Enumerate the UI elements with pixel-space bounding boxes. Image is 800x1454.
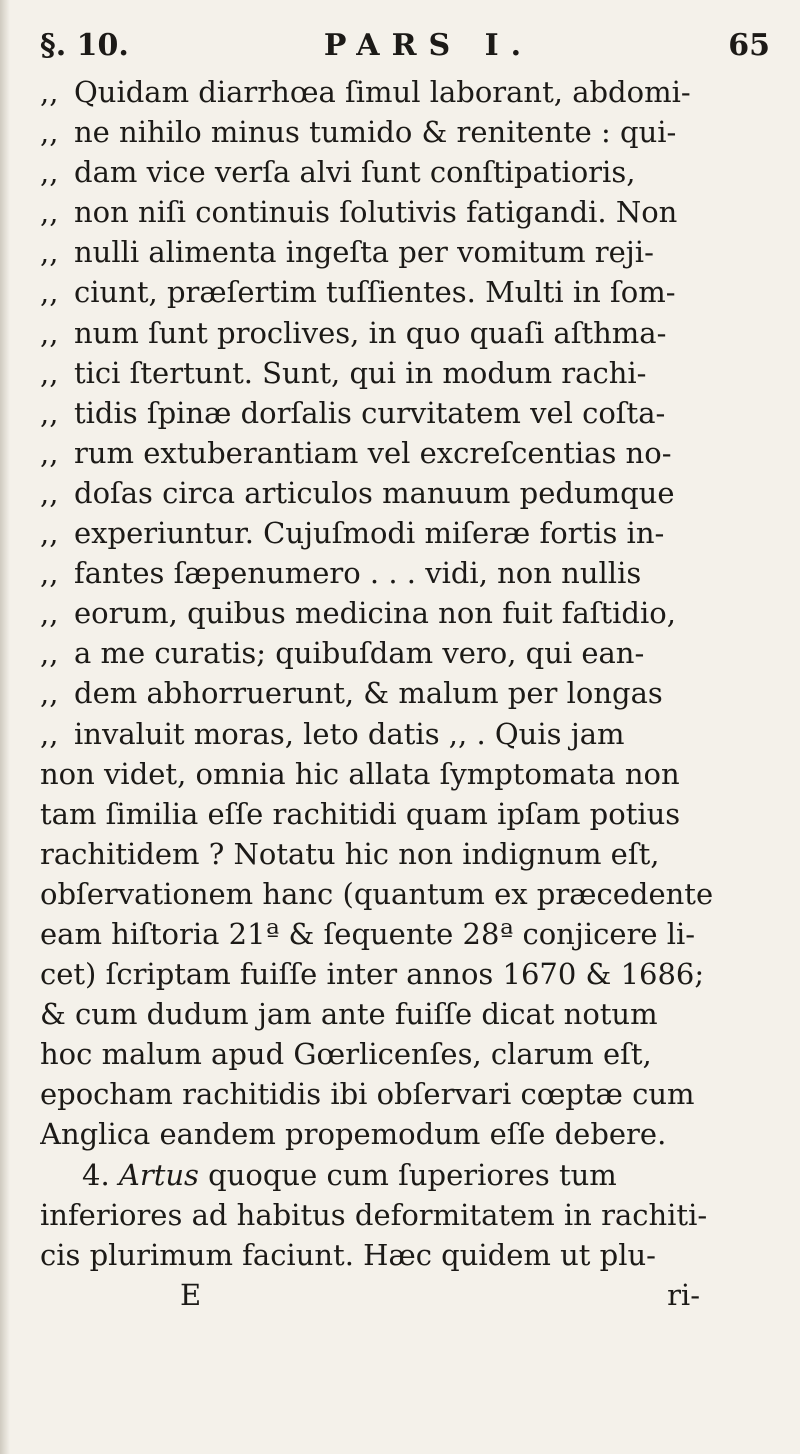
quote-mark: ,,	[40, 155, 59, 190]
text-line	[40, 192, 770, 232]
quote-mark: ,,	[40, 395, 59, 430]
line-text: fantes ſæpenumero . . . vidi, non nullis	[74, 556, 642, 591]
text-line	[40, 313, 770, 353]
text-line	[40, 232, 770, 272]
text-line	[40, 553, 770, 593]
text-line	[40, 994, 770, 1034]
text-line	[40, 1034, 770, 1074]
line-text: cet) ſcriptam fuiſſe inter annos 1670 & 1686;	[40, 957, 705, 992]
section-mark: §. 10.	[40, 28, 129, 63]
line-text: tici ſtertunt. Sunt, qui in modum rachi-	[74, 355, 647, 390]
text-line: cis plurimum faciunt. Hæc quidem ut plu-	[40, 1237, 656, 1272]
text-line	[40, 272, 770, 312]
quote-mark: ,,	[40, 475, 59, 510]
text-line	[40, 393, 770, 433]
quote-mark: ,,	[40, 75, 59, 109]
line-text: eam hiſtoria 21ª & ſequente 28ª conjicere li-	[40, 916, 696, 951]
line-text: hoc malum apud Gœrlicenſes, clarum eſt,	[40, 1037, 652, 1072]
quote-mark: ,,	[40, 275, 59, 310]
catchword: ri-	[667, 1277, 700, 1312]
text-line	[40, 714, 770, 754]
text-line-para4	[40, 1155, 770, 1195]
quote-mark: ,,	[40, 716, 59, 751]
signature-mark: E	[180, 1277, 202, 1312]
text-line	[40, 874, 770, 914]
line-text: & cum dudum jam ante fuiſſe dicat notum	[40, 997, 658, 1032]
text-line: inferiores ad habitus deformitatem in rachiti-	[40, 1197, 708, 1232]
text-line	[40, 353, 770, 393]
quote-mark: ,,	[40, 195, 59, 230]
text-line	[40, 593, 770, 633]
text-line	[40, 633, 770, 673]
quote-mark: ,,	[40, 676, 59, 711]
quote-mark: ,,	[40, 435, 59, 470]
line-text: rum extuberantiam vel excreſcentias no-	[74, 435, 672, 470]
line-text: dam vice verſa alvi ſunt conſtipatioris,	[74, 155, 636, 190]
text-line	[40, 794, 770, 834]
text-line	[40, 673, 770, 713]
page-number: 65	[728, 28, 770, 63]
line-text: num ſunt proclives, in quo quaſi aſthma-	[74, 315, 667, 350]
quote-mark: ,,	[40, 315, 59, 350]
running-title: PARS I.	[323, 28, 534, 63]
quote-mark: ,,	[40, 235, 59, 270]
line-text: dem abhorruerunt, & malum per longas	[74, 676, 663, 711]
text-line	[40, 72, 770, 112]
line-text: ciunt, præſertim tuſſientes. Multi in ſom-	[74, 275, 676, 310]
text-line	[40, 1114, 770, 1154]
text-line	[40, 433, 770, 473]
text-line	[40, 1074, 770, 1114]
text-line	[40, 914, 770, 954]
text-line	[40, 473, 770, 513]
line-text: nulli alimenta ingeſta per vomitum reji-	[74, 235, 654, 270]
para-number: 4.	[82, 1157, 110, 1192]
page-gutter-shadow	[0, 0, 10, 1454]
book-page	[40, 28, 770, 1315]
line-text: Anglica eandem propemodum eſſe debere.	[40, 1117, 667, 1152]
line-text: non videt, omnia hic allata ſymptomata non	[40, 756, 680, 791]
line-text: eorum, quibus medicina non fuit faſtidio,	[74, 596, 676, 631]
line-text: rachitidem ? Notatu hic non indignum eſt,	[40, 836, 660, 871]
line-text: doſas circa articulos manuum pedumque	[74, 475, 675, 510]
running-header	[40, 28, 770, 72]
quote-mark: ,,	[40, 596, 59, 631]
line-text: tidis ſpinæ dorſalis curvitatem vel coſta-	[74, 395, 666, 430]
para-keyword: Artus	[118, 1157, 199, 1192]
text-line	[40, 112, 770, 152]
text-line	[40, 754, 770, 794]
quote-mark: ,,	[40, 516, 59, 551]
line-text: experiuntur. Cujuſmodi miſeræ fortis in-	[74, 516, 665, 551]
quote-mark: ,,	[40, 636, 59, 671]
line-text: obſervationem hanc (quantum ex præcedente	[40, 876, 714, 911]
quote-mark: ,,	[40, 355, 59, 390]
line-text: Quidam diarrhœa ſimul laborant, abdomi-	[74, 75, 691, 109]
text-line	[40, 834, 770, 874]
quote-mark: ,,	[40, 556, 59, 591]
body-text	[40, 72, 770, 1155]
quote-mark: ,,	[40, 115, 59, 150]
line-text: non niſi continuis ſolutivis fatigandi. Non	[74, 195, 678, 230]
text-line	[40, 152, 770, 192]
line-text: epocham rachitidis ibi obſervari cœptæ cum	[40, 1077, 695, 1112]
line-text: a me curatis; quibuſdam vero, qui ean-	[74, 636, 645, 671]
line-text: ne nihilo minus tumido & renitente : qui-	[74, 115, 677, 150]
text-line	[40, 513, 770, 553]
text-line	[40, 954, 770, 994]
line-text: tam ſimilia eſſe rachitidi quam ipſam potius	[40, 796, 681, 831]
line-text: invaluit moras, leto datis ,, . Quis jam	[74, 716, 625, 751]
page-footer	[40, 1275, 770, 1315]
para-text: quoque cum ſuperiores tum	[208, 1157, 617, 1192]
